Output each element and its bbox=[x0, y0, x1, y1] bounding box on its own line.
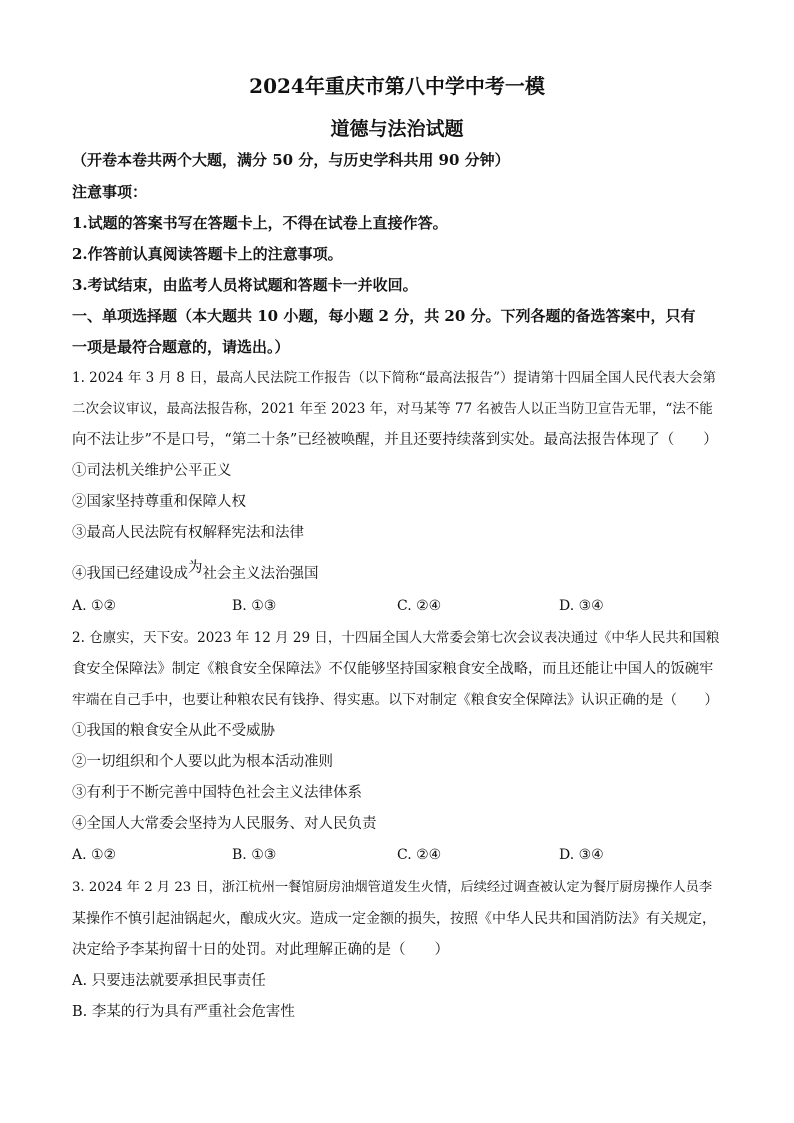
question-2-statement: ③有利于不断完善中国特色社会主义法律体系 bbox=[72, 785, 362, 801]
statement-text: ④我国已经建设成 bbox=[72, 566, 188, 582]
question-3-stem: 决定给予李某拘留十日的处罚。对此理解正确的是（ ） bbox=[72, 942, 449, 958]
question-1-statement: ①司法机关维护公平正义 bbox=[72, 463, 232, 479]
exam-title: 2024年重庆市第八中学中考一模 bbox=[249, 74, 545, 98]
option-d[interactable]: D. ③④ bbox=[559, 847, 604, 863]
question-3-option-a[interactable]: A. 只要违法就要承担民事责任 bbox=[72, 973, 266, 989]
question-3-stem: 3. 2024 年 2 月 23 日，浙江杭州一餐馆厨房油烟管道发生火情，后续经过调查被认定为餐厅厨房操作人员李 bbox=[72, 880, 713, 895]
question-1-statement: ③最高人民法院有权解释宪法和法律 bbox=[72, 525, 304, 541]
question-2-options bbox=[72, 847, 722, 867]
option-d[interactable]: D. ③④ bbox=[559, 598, 604, 614]
option-c[interactable]: C. ②④ bbox=[397, 598, 442, 614]
exam-info: （开卷本卷共两个大题，满分 50 分，与历史学科共用 90 分钟） bbox=[72, 151, 510, 169]
option-b[interactable]: B. ①③ bbox=[232, 847, 277, 863]
option-a[interactable]: A. ①② bbox=[72, 598, 117, 614]
question-2-stem: 食安全保障法》制定《粮食安全保障法》不仅能够坚持国家粮食安全战略，而且还能让中国人的饭碗牢 bbox=[72, 661, 714, 677]
question-2-stem: 2. 仓廪实，天下安。2023 年 12 月 29 日，十四届全国人大常委会第七次会议表决通过《中华人民共和国粮 bbox=[72, 630, 720, 646]
notice-item: 2.作答前认真阅读答题卡上的注意事项。 bbox=[72, 245, 343, 263]
question-1-statement: ②国家坚持尊重和保障人权 bbox=[72, 494, 246, 510]
question-1-stem: 向不法让步”不是口号，“第二十条”已经被唤醒，并且还要持续落到实处。最高法报告体现了（ ） bbox=[72, 432, 718, 448]
question-2-stem: 牢端在自己手中，也要让种粮农民有钱挣、得实惠。以下对制定《粮食安全保障法》认识正确的是（ ） bbox=[72, 692, 719, 708]
question-3-stem: 某操作不慎引起油锅起火，酿成火灾。造成一定金额的损失，按照《中华人民共和国消防法》有关规定， bbox=[72, 911, 716, 927]
option-c[interactable]: C. ②④ bbox=[397, 847, 442, 863]
subject-title: 道德与法治试题 bbox=[330, 118, 464, 140]
notice-item: 3.考试结束，由监考人员将试题和答题卡一并收回。 bbox=[72, 276, 418, 294]
notice-item: 1.试题的答案书写在答题卡上，不得在试卷上直接作答。 bbox=[72, 214, 448, 232]
question-1-options bbox=[72, 598, 722, 618]
option-b[interactable]: B. ①③ bbox=[232, 598, 277, 614]
question-2-statement: ②一切组织和个人要以此为根本活动准则 bbox=[72, 754, 333, 770]
section-heading-cont: 一项是最符合题意的，请选出。） bbox=[72, 338, 290, 356]
question-3-option-b[interactable]: B. 李某的行为具有严重社会危害性 bbox=[72, 1004, 295, 1020]
question-1-stem: 二次会议审议，最高法报告称，2021 年至 2023 年，对马某等 77 名被告人以正当防卫宣告无罪，“法不能 bbox=[72, 401, 713, 417]
statement-raised-char: 为 bbox=[188, 560, 203, 576]
option-a[interactable]: A. ①② bbox=[72, 847, 117, 863]
question-1-statement bbox=[72, 560, 722, 584]
question-2-statement: ④全国人大常委会坚持为人民服务、对人民负责 bbox=[72, 816, 377, 832]
question-2-statement: ①我国的粮食安全从此不受威胁 bbox=[72, 723, 275, 739]
section-heading: 一、单项选择题（本大题共 10 小题，每小题 2 分，共 20 分。下列各题的备选答案中，只有 bbox=[72, 307, 696, 325]
statement-text: 社会主义法治强国 bbox=[202, 566, 319, 582]
notice-heading: 注意事项： bbox=[72, 183, 148, 201]
question-1-stem: 1. 2024 年 3 月 8 日，最高人民法院工作报告（以下简称“最高法报告”）提请第十四届全国人民代表大会第 bbox=[72, 370, 716, 386]
